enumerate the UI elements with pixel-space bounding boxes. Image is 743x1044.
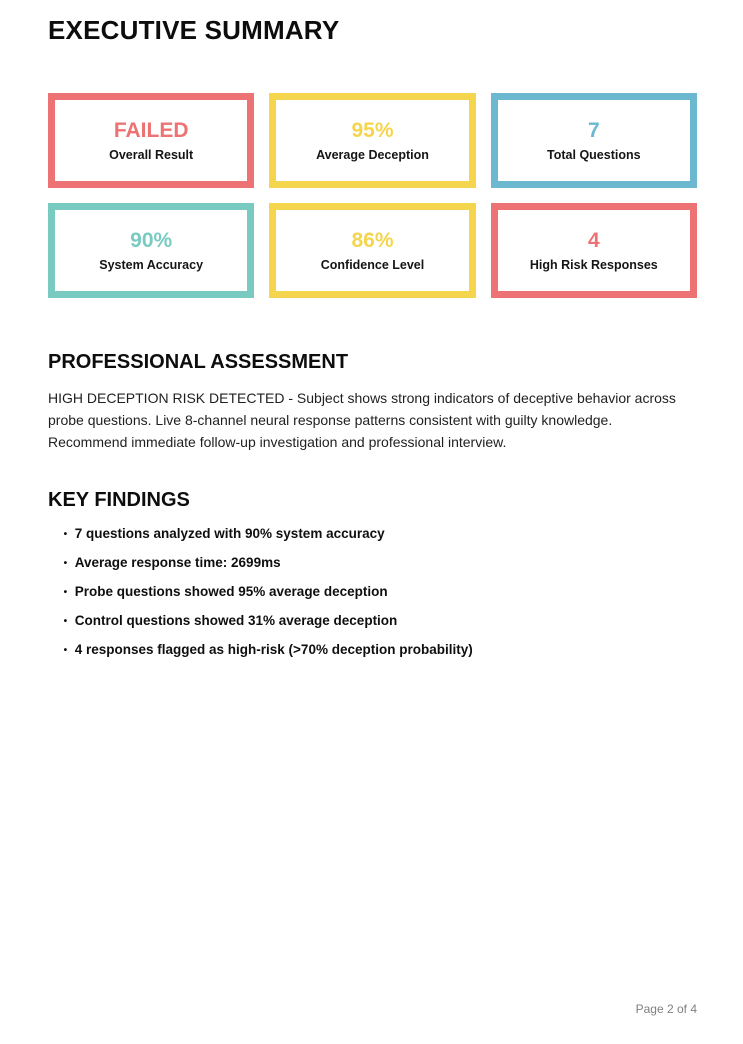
card-value: 86% xyxy=(351,228,394,252)
card-value: 4 xyxy=(587,228,600,252)
card-average-deception xyxy=(269,93,475,188)
bullet-glyph: • xyxy=(63,644,68,656)
finding-text: Average response time: 2699ms xyxy=(74,555,281,570)
findings-list xyxy=(48,527,695,657)
card-value: 95% xyxy=(351,118,394,142)
card-system-accuracy xyxy=(48,203,254,298)
summary-cards-grid xyxy=(48,93,697,298)
card-value: 90% xyxy=(130,228,173,252)
card-overall-result xyxy=(48,93,254,188)
card-label: Total Questions xyxy=(547,147,641,162)
finding-item xyxy=(63,556,695,570)
card-label: High Risk Responses xyxy=(529,257,658,272)
finding-item xyxy=(63,585,695,599)
card-label: Average Deception xyxy=(316,147,429,162)
bullet-glyph: • xyxy=(63,615,68,627)
finding-text: 4 responses flagged as high-risk (>70% deception probability) xyxy=(74,642,473,657)
card-label: System Accuracy xyxy=(99,257,204,272)
card-value: FAILED xyxy=(113,118,189,142)
bullet-glyph: • xyxy=(63,557,68,569)
card-value: 7 xyxy=(587,118,600,142)
bullet-glyph: • xyxy=(63,586,68,598)
finding-text: Control questions showed 31% average deception xyxy=(74,613,398,628)
page-number: Page 2 of 4 xyxy=(635,1002,697,1016)
assessment-body-text: HIGH DECEPTION RISK DETECTED - Subject shows strong indicators of deceptive behavior across probe questions. Live 8-channel neural response patterns consistent with guilty knowledge. Recommend immediate follow-up investigation and professional interview. xyxy=(48,390,676,450)
card-high-risk-responses xyxy=(491,203,697,298)
assessment-heading: PROFESSIONAL ASSESSMENT xyxy=(48,351,349,373)
finding-text: 7 questions analyzed with 90% system accuracy xyxy=(74,526,385,541)
card-label: Overall Result xyxy=(109,147,194,162)
findings-heading: KEY FINDINGS xyxy=(48,489,190,511)
finding-item xyxy=(63,643,695,657)
card-label: Confidence Level xyxy=(320,257,425,272)
card-confidence-level xyxy=(269,203,475,298)
finding-item xyxy=(63,527,695,541)
finding-text: Probe questions showed 95% average deception xyxy=(74,584,388,599)
bullet-glyph: • xyxy=(63,528,68,540)
page-title: EXECUTIVE SUMMARY xyxy=(48,15,340,45)
finding-item xyxy=(63,614,695,628)
card-total-questions xyxy=(491,93,697,188)
